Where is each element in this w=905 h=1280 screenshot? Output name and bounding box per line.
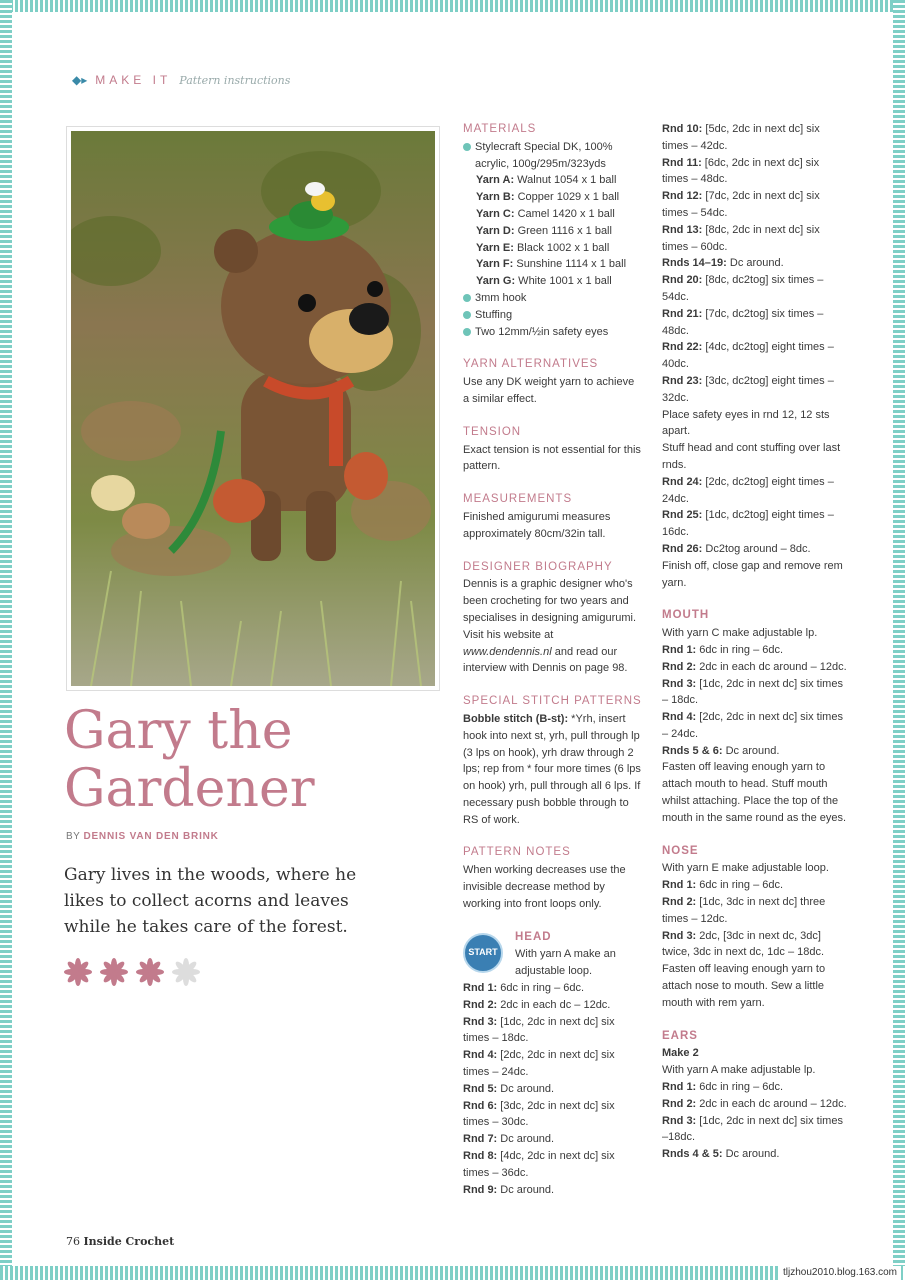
round-row (662, 121, 847, 155)
round-label: Rnds 14–19: (662, 257, 727, 270)
round-text: [7dc, dc2tog] six times – 48dc. (662, 307, 824, 337)
round-text: Dc around. (497, 1082, 555, 1095)
yarn-label: Yarn E: (476, 241, 514, 254)
section-label: MAKE IT (95, 73, 172, 87)
ears-rounds (662, 1079, 847, 1163)
yarn-item (463, 223, 643, 240)
round-label: Rnd 24: (662, 475, 703, 488)
head-note-stuff: Stuff head and cont stuffing over last rnds. (662, 442, 841, 471)
round-row (662, 255, 847, 272)
measurements-heading: MEASUREMENTS (463, 493, 573, 506)
round-label: Rnd 3: (662, 1114, 697, 1127)
round-label: Rnd 4: (662, 711, 697, 724)
round-text: Dc around. (722, 1148, 780, 1161)
round-label: Rnd 1: (662, 879, 697, 892)
yarn-text: Camel 1420 x 1 ball (514, 207, 615, 220)
round-label: Rnd 1: (463, 982, 498, 995)
round-row (662, 339, 847, 373)
ears-intro: With yarn A make adjustable lp. (662, 1064, 816, 1077)
flower-star-icon (100, 958, 128, 986)
round-label: Rnd 7: (463, 1133, 498, 1146)
head-rounds-col2b (662, 474, 847, 558)
ears-make-label: Make 2 (662, 1047, 699, 1060)
byline (66, 831, 219, 842)
round-row (662, 507, 847, 541)
round-text: [8dc, 2dc in next dc] six times – 60dc. (662, 223, 820, 253)
page-border-right (893, 0, 905, 1280)
round-row (662, 928, 847, 962)
round-row (662, 474, 847, 508)
round-row (662, 1113, 847, 1147)
yarn-item (463, 206, 643, 223)
material-item: Two 12mm/½in safety eyes (463, 324, 643, 341)
designer-text (463, 576, 643, 677)
round-text: 6dc in ring – 6dc. (696, 879, 784, 892)
round-label: Rnd 2: (662, 660, 697, 673)
head-note-eyes: Place safety eyes in rnd 12, 12 sts apart. (662, 408, 830, 438)
intro-text: Gary lives in the woods, where he likes to collect acorns and leaves while he takes care of the forest. (64, 865, 357, 937)
section-header (72, 73, 290, 87)
round-row (662, 306, 847, 340)
round-row (463, 1081, 643, 1098)
round-text: 2dc, [3dc in next dc, 3dc] twice, 3dc in next dc, 1dc – 18dc. (662, 929, 825, 959)
round-text: [1dc, 3dc in next dc] three times – 12dc. (662, 896, 826, 925)
page-number: 76 (66, 1235, 80, 1248)
yarn-item (463, 172, 643, 189)
round-text: Dc around. (497, 1133, 555, 1146)
pattern-notes-heading: PATTERN NOTES (463, 846, 571, 859)
yarn-text: Sunshine 1114 x 1 ball (513, 258, 627, 271)
round-text: [7dc, 2dc in next dc] six times – 54dc. (662, 190, 820, 219)
round-text: 6dc in ring – 6dc. (497, 982, 585, 995)
mouth-finish: Fasten off leaving enough yarn to attach mouth to head. Stuff mouth whilst attaching. Place the top of the mouth in the same round as the eyes. (662, 761, 847, 824)
title-line-1: Gary the (64, 701, 293, 761)
round-label: Rnd 11: (662, 156, 702, 169)
yarn-text: Black 1002 x 1 ball (513, 241, 610, 254)
round-row (662, 155, 847, 189)
round-label: Rnds 4 & 5: (662, 1148, 723, 1161)
materials-other-list (463, 290, 643, 340)
bear-photo (66, 126, 440, 691)
start-badge: START (463, 933, 503, 973)
round-row (662, 709, 847, 743)
round-row (662, 743, 847, 760)
round-label: Rnd 21: (662, 307, 703, 320)
material-item: 3mm hook (463, 290, 643, 307)
tension-text: Exact tension is not essential for this pattern. (463, 443, 641, 473)
round-row (662, 676, 847, 710)
round-text: [2dc, 2dc in next dc] six times – 24dc. (463, 1049, 615, 1079)
difficulty-rating (64, 958, 200, 986)
round-row (662, 877, 847, 894)
byline-author: DENNIS VAN DEN BRINK (83, 831, 219, 842)
ears-heading: EARS (662, 1029, 698, 1042)
nose-rounds (662, 877, 847, 961)
yarn-text: Copper 1029 x 1 ball (514, 191, 620, 204)
round-row (662, 1096, 847, 1113)
materials-yarn-list (463, 172, 643, 290)
special-stitch-text (463, 711, 643, 829)
round-row (463, 1098, 643, 1132)
yarn-alternatives-text: Use any DK weight yarn to achieve a similar effect. (463, 376, 635, 405)
round-text: [5dc, 2dc in next dc] six times – 42dc. (662, 123, 820, 152)
column-2 (662, 121, 847, 1163)
tension-heading: TENSION (463, 425, 522, 438)
materials-heading: MATERIALS (463, 123, 537, 135)
round-row (463, 980, 643, 997)
page-border-top (0, 0, 905, 12)
round-label: Rnds 5 & 6: (662, 744, 723, 757)
head-section-start (463, 929, 643, 980)
round-label: Rnd 26: (662, 542, 703, 555)
round-text: [3dc, dc2tog] eight times – 32dc. (662, 374, 834, 404)
yarn-text: Walnut 1054 x 1 ball (514, 174, 617, 187)
flower-star-icon (172, 958, 200, 986)
yarn-label: Yarn C: (476, 207, 515, 220)
section-subtitle: Pattern instructions (179, 73, 291, 87)
round-text: Dc around. (726, 257, 784, 270)
yarn-text: Green 1116 x 1 ball (514, 224, 612, 237)
magazine-name: Inside Crochet (83, 1235, 175, 1248)
round-label: Rnd 12: (662, 190, 703, 203)
round-label: Rnd 3: (662, 929, 697, 942)
special-stitch-label: Bobble stitch (B-st): (463, 712, 569, 725)
round-row (662, 659, 847, 676)
ears-make (662, 1045, 847, 1062)
round-text: [1dc, 2dc in next dc] six times – 18dc. (463, 1015, 615, 1045)
yarn-label: Yarn F: (476, 258, 514, 271)
round-text: [6dc, 2dc in next dc] six times – 48dc. (662, 156, 820, 186)
round-text: [2dc, dc2tog] eight times – 24dc. (662, 475, 834, 505)
yarn-item (463, 273, 643, 290)
round-label: Rnd 1: (662, 643, 697, 656)
flower-star-icon (136, 958, 164, 986)
arrows-icon: ◆▸ (72, 73, 88, 87)
round-text: Dc2tog around – 8dc. (702, 542, 811, 555)
title-line-2: Gardener (64, 759, 315, 819)
round-text: 6dc in ring – 6dc. (696, 643, 784, 656)
round-label: Rnd 2: (463, 998, 498, 1011)
mouth-heading: MOUTH (662, 609, 710, 622)
flower-star-icon (64, 958, 92, 986)
round-row (662, 1146, 847, 1163)
round-text: [4dc, 2dc in next dc] six times – 36dc. (463, 1150, 615, 1179)
yarn-text: White 1001 x 1 ball (515, 275, 612, 288)
round-text: Dc around. (722, 744, 780, 757)
material-item: Stuffing (463, 307, 643, 324)
round-text: [8dc, dc2tog] six times – 54dc. (662, 274, 824, 303)
round-label: Rnd 3: (463, 1015, 498, 1028)
head-rounds-col2 (662, 121, 847, 407)
round-text: [2dc, 2dc in next dc] six times – 24dc. (662, 711, 843, 740)
round-row (662, 373, 847, 407)
yarn-label: Yarn B: (476, 191, 515, 204)
round-row (463, 1148, 643, 1182)
designer-text-2: and read our interview with Dennis on page 98. (463, 645, 628, 675)
round-text: 6dc in ring – 6dc. (696, 1081, 784, 1094)
head-heading: HEAD (515, 930, 552, 943)
round-label: Rnd 13: (662, 223, 703, 236)
round-text: 2dc in each dc around – 12dc. (696, 660, 847, 673)
yarn-label: Yarn A: (476, 174, 515, 187)
round-row (662, 222, 847, 256)
yarn-label: Yarn G: (476, 275, 516, 288)
column-1 (463, 121, 643, 1198)
mouth-intro: With yarn C make adjustable lp. (662, 627, 818, 640)
materials-yarn-intro: Stylecraft Special DK, 100% acrylic, 100g/295m/323yds (463, 139, 643, 173)
special-stitch-heading: SPECIAL STITCH PATTERNS (463, 695, 642, 708)
yarn-alternatives-heading: YARN ALTERNATIVES (463, 358, 599, 371)
special-stitch-body: *Yrh, insert hook into next st, yrh, pull through lp (3 lps on hook), yrh draw through 2 lps; rep from * four more times (6 lps on hook) yrh, pull through all 6 lps. If necessary push bobble through to RS of work. (463, 712, 641, 826)
designer-heading: DESIGNER BIOGRAPHY (463, 560, 613, 573)
round-text: 2dc in each dc – 12dc. (497, 998, 611, 1011)
round-row (662, 188, 847, 222)
round-label: Rnd 10: (662, 123, 703, 135)
round-label: Rnd 4: (463, 1049, 498, 1062)
bear-illustration (71, 131, 435, 686)
article-title (64, 702, 315, 818)
round-label: Rnd 2: (662, 1097, 697, 1110)
page-border-left (0, 0, 12, 1280)
nose-intro: With yarn E make adjustable loop. (662, 862, 829, 875)
designer-text-1: Dennis is a graphic designer who's been crocheting for two years and specialises in designing amigurumi. Visit his website at (463, 578, 637, 641)
round-row (463, 1182, 643, 1199)
page-footer (66, 1235, 174, 1248)
round-row (662, 1079, 847, 1096)
round-label: Rnd 2: (662, 896, 697, 909)
round-row (463, 1131, 643, 1148)
round-text: [3dc, 2dc in next dc] six times – 30dc. (463, 1099, 615, 1129)
head-finish: Finish off, close gap and remove rem yarn. (662, 559, 843, 589)
round-text: [1dc, 2dc in next dc] six times –18dc. (662, 1114, 843, 1144)
watermark: tljzhou2010.blog.163.com (779, 1266, 901, 1280)
round-label: Rnd 3: (662, 677, 697, 690)
yarn-label: Yarn D: (476, 224, 515, 237)
round-label: Rnd 6: (463, 1099, 498, 1112)
page-border-bottom (0, 1266, 905, 1280)
round-row (463, 997, 643, 1014)
head-intro: With yarn A make an adjustable loop. (515, 948, 616, 978)
nose-finish: Fasten off leaving enough yarn to attach nose to mouth. Sew a little mouth with rem yarn. (662, 963, 826, 1009)
round-row (662, 894, 847, 928)
round-row (662, 541, 847, 558)
round-text: Dc around. (497, 1183, 555, 1196)
mouth-rounds (662, 642, 847, 760)
round-label: Rnd 5: (463, 1082, 498, 1095)
round-label: Rnd 20: (662, 274, 703, 287)
round-text: [4dc, dc2tog] eight times – 40dc. (662, 341, 834, 371)
round-label: Rnd 25: (662, 509, 703, 522)
round-label: Rnd 9: (463, 1183, 498, 1196)
round-label: Rnd 22: (662, 341, 703, 354)
head-rounds-col1 (463, 980, 643, 1198)
round-text: 2dc in each dc around – 12dc. (696, 1097, 847, 1110)
yarn-item (463, 256, 643, 273)
yarn-item (463, 240, 643, 257)
yarn-item (463, 189, 643, 206)
nose-heading: NOSE (662, 844, 699, 857)
round-label: Rnd 1: (662, 1081, 697, 1094)
round-text: [1dc, dc2tog] eight times – 16dc. (662, 509, 834, 539)
byline-prefix: BY (66, 831, 84, 842)
round-row (463, 1047, 643, 1081)
round-text: [1dc, 2dc in next dc] six times – 18dc. (662, 677, 843, 707)
round-row (662, 272, 847, 306)
round-label: Rnd 23: (662, 374, 703, 387)
round-label: Rnd 8: (463, 1150, 498, 1163)
measurements-text: Finished amigurumi measures approximately 80cm/32in tall. (463, 510, 611, 540)
round-row (662, 642, 847, 659)
designer-website-link[interactable]: www.dendennis.nl (463, 645, 552, 658)
pattern-notes-text: When working decreases use the invisible decrease method by working into front loops only. (463, 864, 626, 910)
round-row (463, 1014, 643, 1048)
